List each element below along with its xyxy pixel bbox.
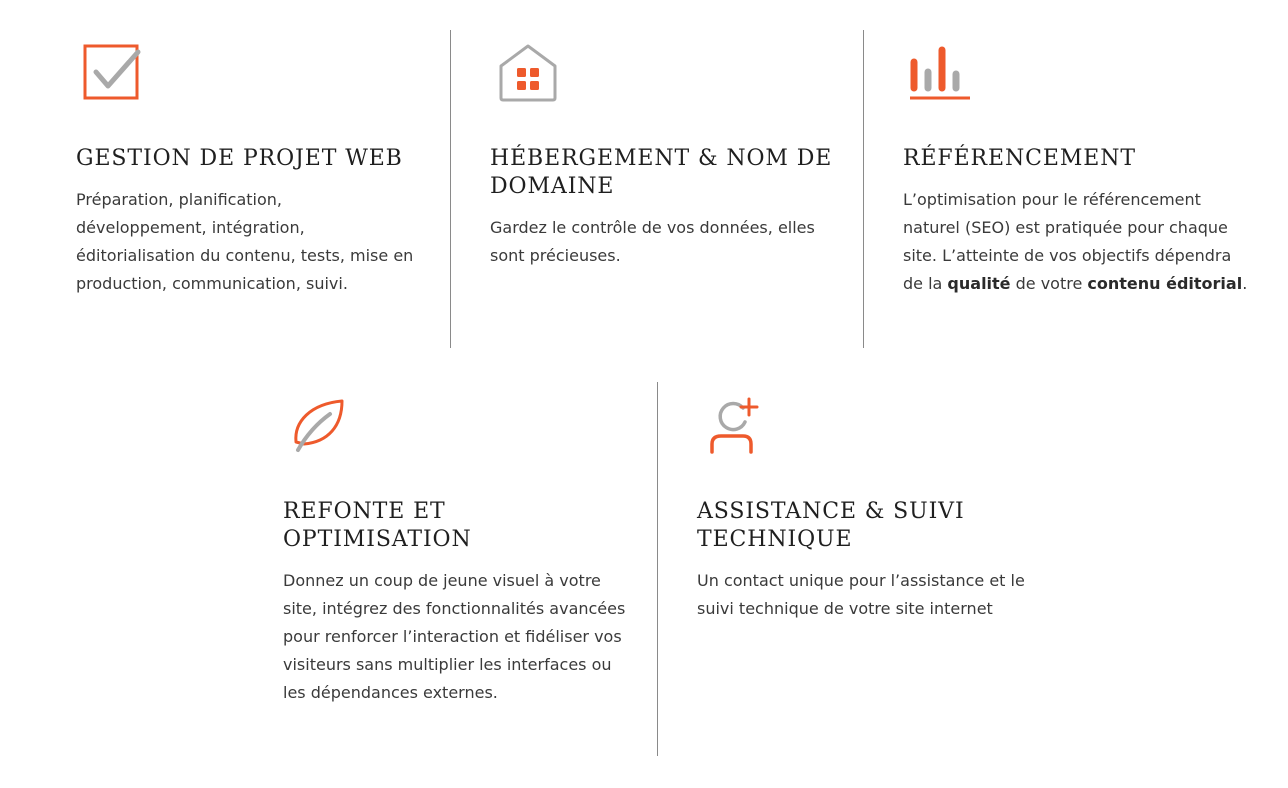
- column-divider: [657, 382, 658, 756]
- service-title: REFONTE ET OPTIMISATION: [283, 499, 472, 552]
- column-divider: [863, 30, 864, 348]
- service-title: RÉFÉRENCEMENT: [903, 146, 1136, 171]
- service-description: L’optimisation pour le référencement naturel (SEO) est pratiquée pour chaque site. L’atteinte de vos objectifs dépendra de la qualité de votre contenu éditorial.: [903, 190, 1248, 293]
- service-description: Préparation, planification, développement, intégration, éditorialisation du contenu, tests, mise en production, communication, suivi.: [76, 190, 414, 293]
- service-description: Donnez un coup de jeune visuel à votre site, intégrez des fonctionnalités avancées pour renforcer l’interaction et fidéliser vos visiteurs sans multiplier les interfaces ou les dépendances externes.: [283, 571, 626, 702]
- bar-chart-icon: [908, 42, 974, 104]
- service-description: Gardez le contrôle de vos données, elles sont précieuses.: [490, 218, 815, 265]
- checkbox-icon: [80, 42, 144, 104]
- service-title: ASSISTANCE & SUIVI TECHNIQUE: [697, 499, 965, 552]
- column-divider: [450, 30, 451, 348]
- leaf-icon: [290, 396, 350, 456]
- service-description: Un contact unique pour l’assistance et le suivi technique de votre site internet: [697, 571, 1025, 618]
- house-icon: [496, 42, 560, 104]
- emphasis-quality: qualité: [947, 274, 1011, 293]
- user-add-icon: [703, 394, 765, 456]
- service-title: HÉBERGEMENT & NOM DE DOMAINE: [490, 146, 833, 199]
- emphasis-editorial-content: contenu éditorial: [1087, 274, 1243, 293]
- service-title: GESTION DE PROJET WEB: [76, 146, 403, 171]
